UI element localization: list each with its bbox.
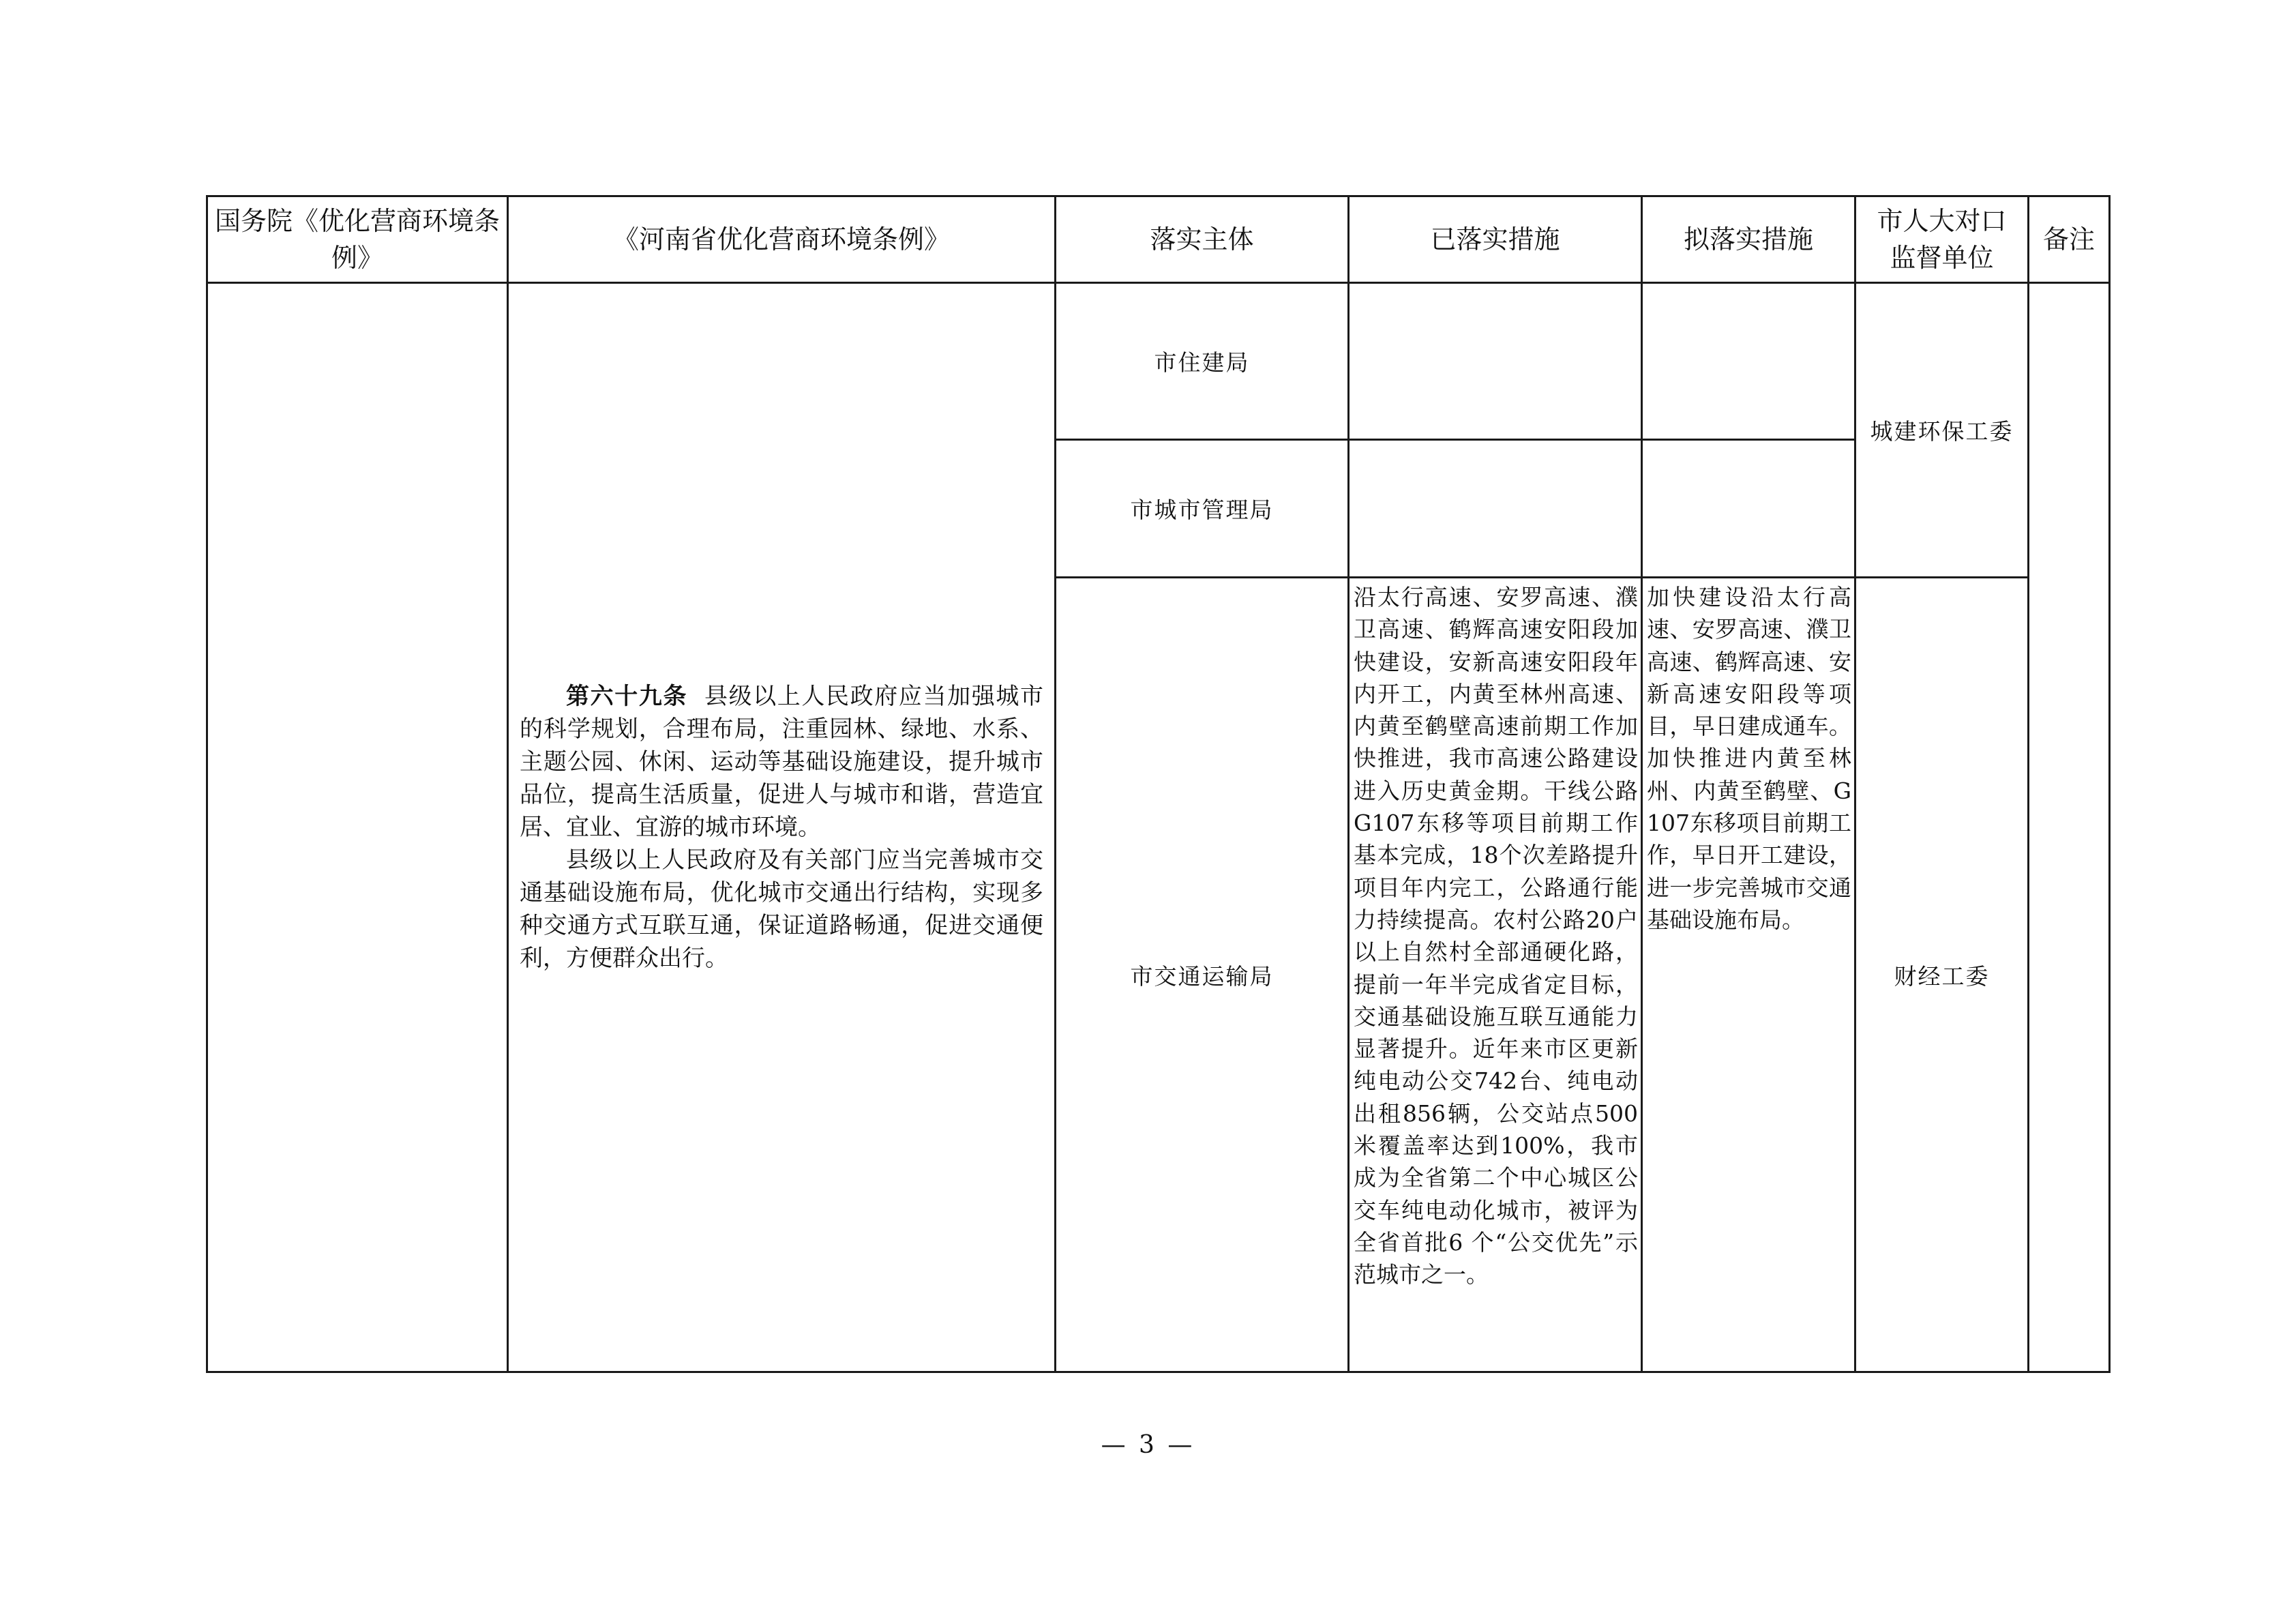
article-text-1: 县级以上人民政府应当加强城市的科学规划，合理布局，注重园林、绿地、水系、主题公园、休闲、运动等基础设施建设，提升城市品位，提高生活质量，促进人与城市和谐，营造宜居、宜业、宜游的城市环境。	[520, 683, 1043, 841]
planned-transport-cell	[1642, 578, 1855, 1372]
header-row	[207, 196, 2110, 283]
header-planned: 拟落实措施	[1642, 196, 1855, 283]
supervisor-finance: 财经工委	[1855, 578, 2029, 1372]
header-remarks: 备注	[2029, 196, 2110, 283]
table-row	[207, 283, 2110, 440]
implemented-transport-cell	[1349, 578, 1642, 1372]
article-cell	[508, 283, 1056, 1372]
subject-housing: 市住建局	[1056, 283, 1349, 440]
page-number: — 3 —	[1101, 1431, 1195, 1459]
remarks-cell	[2029, 283, 2110, 1372]
implementation-table	[206, 195, 2111, 1373]
planned-urban-management	[1642, 440, 1855, 578]
planned-housing	[1642, 283, 1855, 440]
header-subject: 落实主体	[1056, 196, 1349, 283]
state-council-cell	[207, 283, 508, 1372]
implemented-transport: 沿太行高速、安罗高速、濮卫高速、鹤辉高速安阳段加快建设，安新高速安阳段年内开工，内黄至林州高速、内黄至鹤壁高速前期工作加快推进，我市高速公路建设进入历史黄金期。干线公路G107东移等项目前期工作基本完成，18个次差路提升项目年内完工，公路通行能力持续提高。农村公路20户以上自然村全部通硬化路，提前一年半完成省定目标，交通基础设施互联互通能力显著提升。近年来市区更新纯电动公交742台、纯电动出租856辆，公交站点500米覆盖率达到100%，我市成为全省第二个中心城区公交车纯电动化城市，被评为全省首批6 个“公交优先”示范城市之一。	[1354, 584, 1638, 1288]
article-number: 第六十九条	[566, 683, 688, 710]
header-state-council: 国务院《优化营商环境条例》	[207, 196, 508, 283]
article-text-2: 县级以上人民政府及有关部门应当完善城市交通基础设施布局，优化城市交通出行结构，实现多种交通方式互联互通，保证道路畅通，促进交通便利，方便群众出行。	[520, 846, 1043, 972]
subject-transport: 市交通运输局	[1056, 578, 1349, 1372]
article-paragraph	[520, 680, 1043, 844]
planned-transport: 加快建设沿太行高速、安罗高速、濮卫高速、鹤辉高速、安新高速安阳段等项目，早日建成通车。加快推进内黄至林州、内黄至鹤壁、G107东移项目前期工作，早日开工建设，进一步完善城市交通基础设施布局。	[1647, 584, 1851, 933]
article-paragraph	[520, 844, 1043, 975]
implemented-housing	[1349, 283, 1642, 440]
supervisor-urban: 城建环保工委	[1855, 283, 2029, 578]
header-henan-regulation: 《河南省优化营商环境条例》	[508, 196, 1056, 283]
implemented-urban-management	[1349, 440, 1642, 578]
header-implemented: 已落实措施	[1349, 196, 1642, 283]
header-supervisor: 市人大对口监督单位	[1855, 196, 2029, 283]
subject-urban-management: 市城市管理局	[1056, 440, 1349, 578]
